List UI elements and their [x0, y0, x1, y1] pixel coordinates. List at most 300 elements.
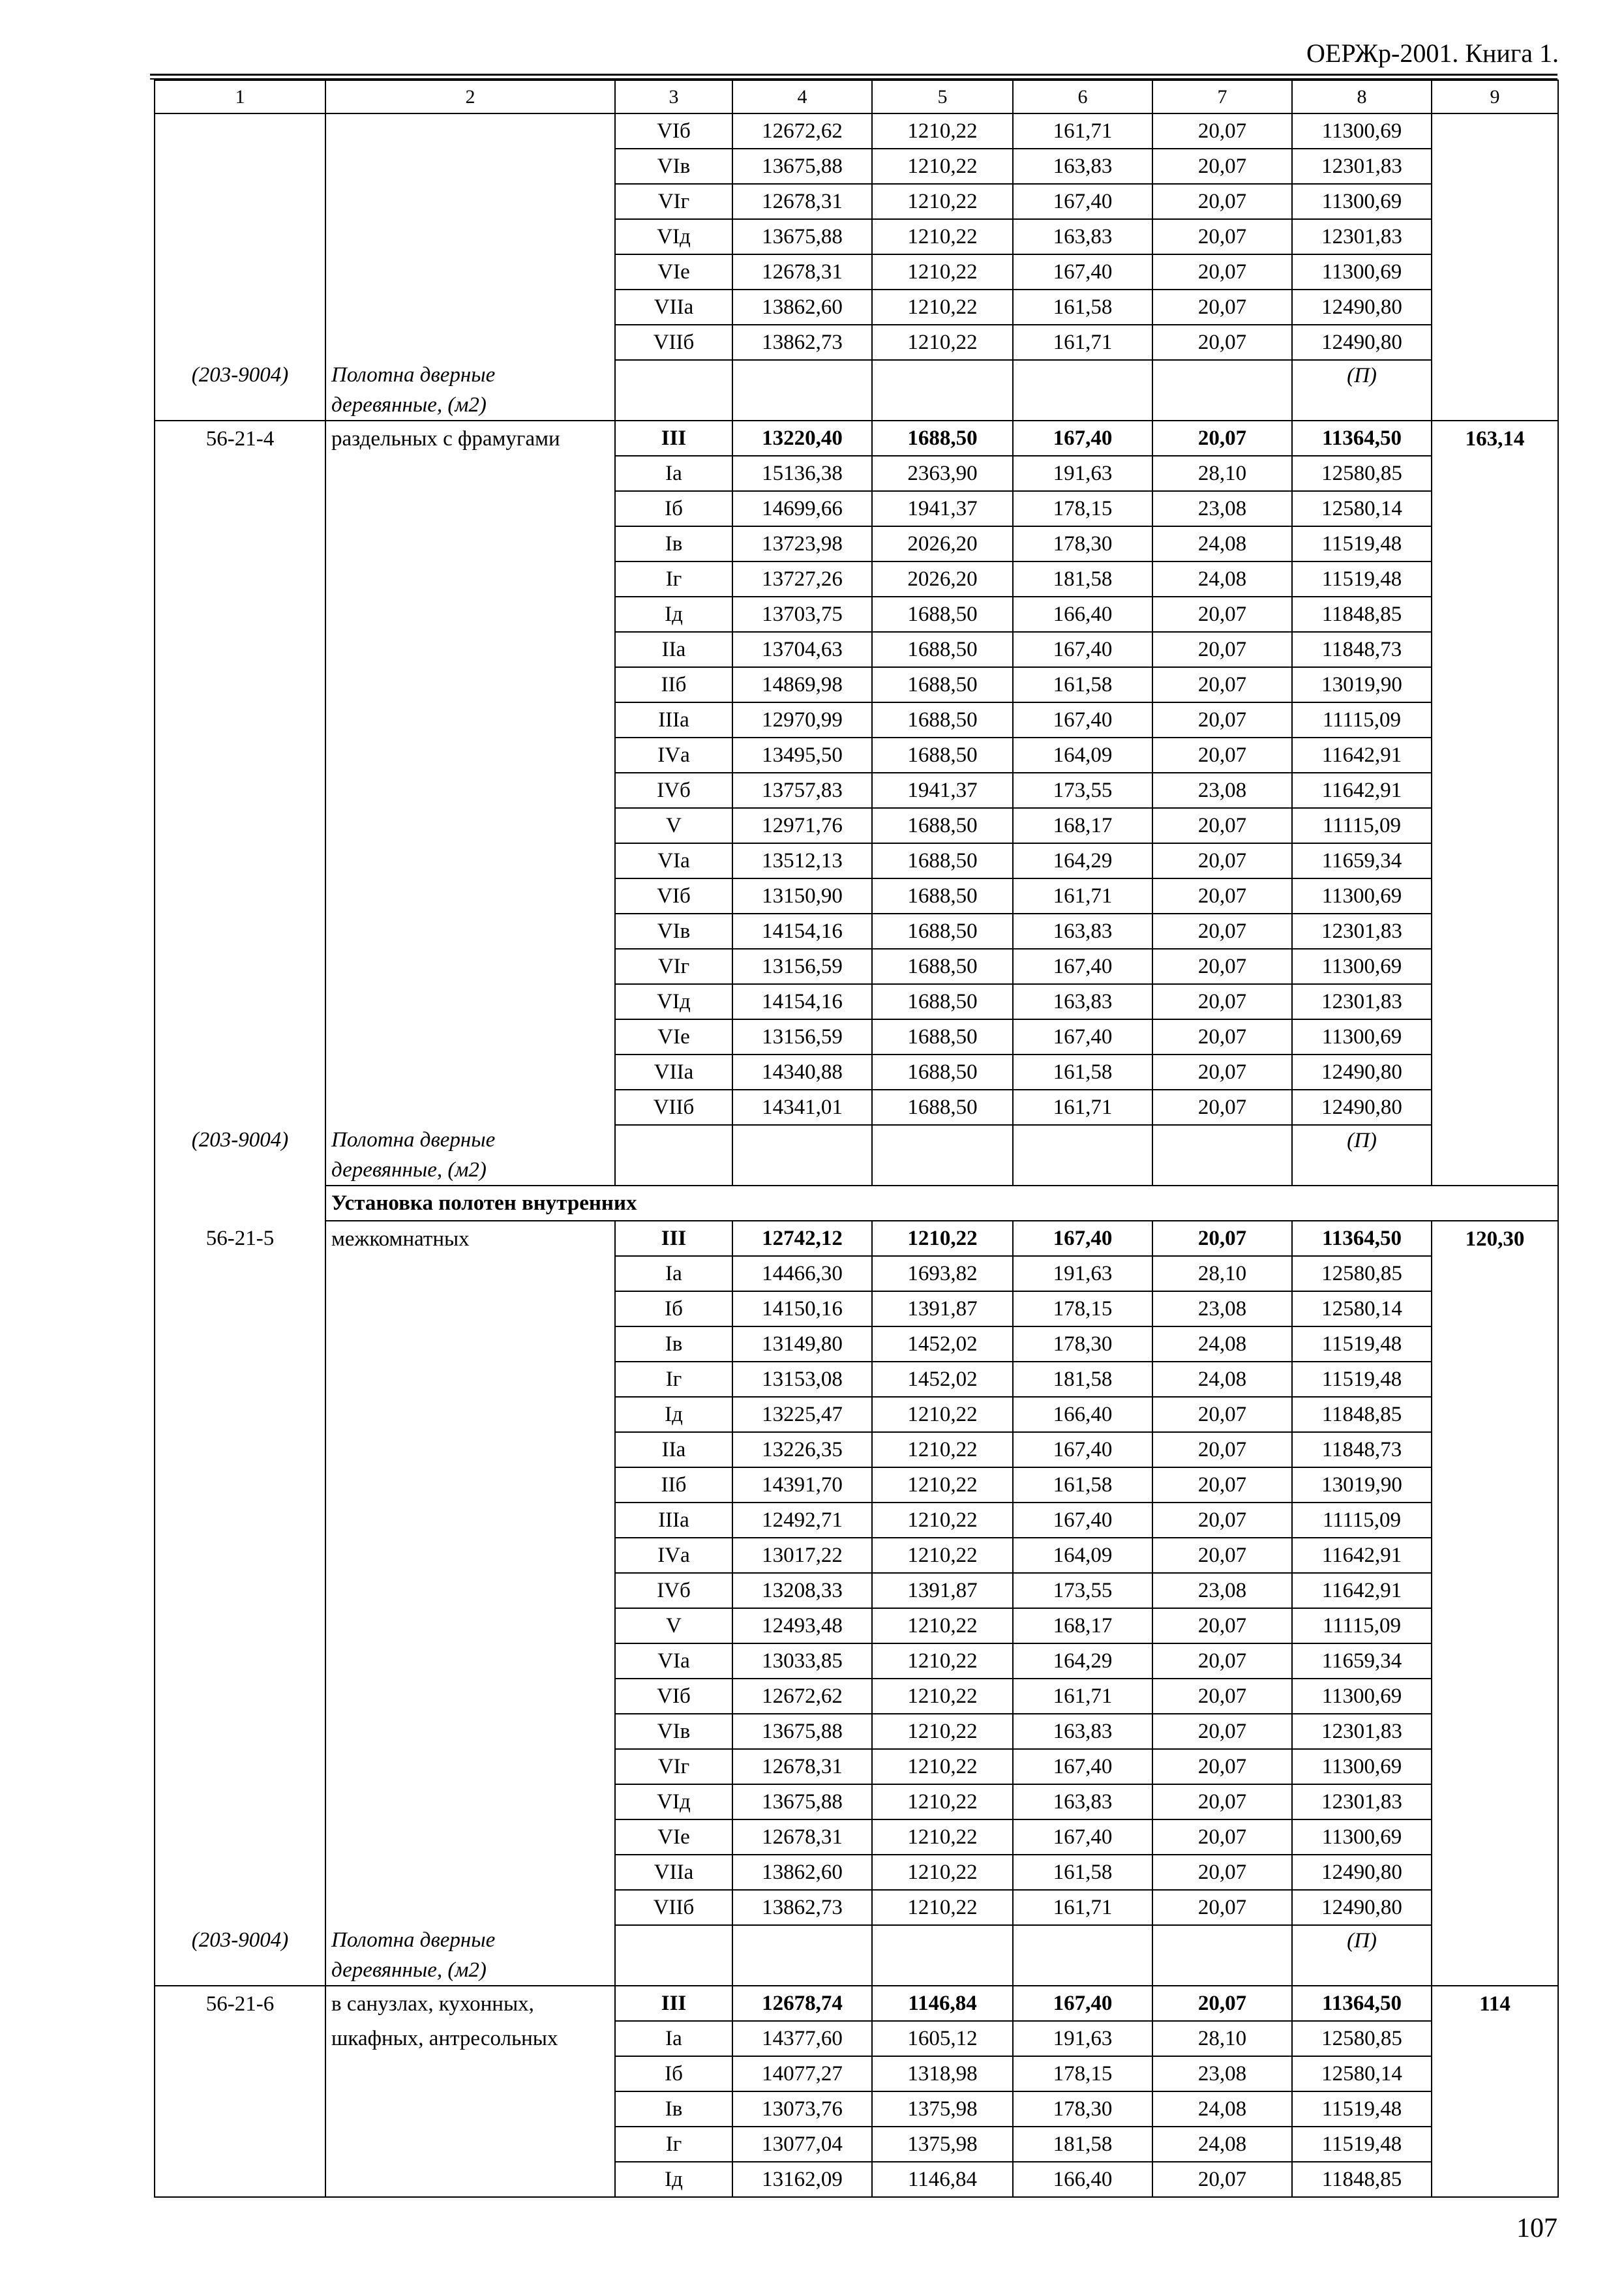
table-row: [155, 2127, 1558, 2162]
code-cell: [155, 456, 325, 491]
page-header: ОЕРЖр-2001. Книга 1.: [1306, 38, 1559, 68]
driver-wage-cell: 28,10: [1152, 456, 1292, 491]
driver-wage-cell: 23,08: [1152, 1291, 1292, 1326]
table-row: [155, 878, 1558, 914]
zone-cell: IIа: [615, 1432, 732, 1467]
driver-wage-cell: 20,07: [1152, 1019, 1292, 1055]
code-cell: [155, 219, 325, 254]
driver-wage-cell: 20,07: [1152, 254, 1292, 290]
zone-cell: VIв: [615, 1714, 732, 1749]
driver-wage-cell: 20,07: [1152, 843, 1292, 878]
code-cell: [155, 2127, 325, 2162]
labor-hours-cell: [1432, 632, 1558, 667]
material-cost-cell: 11300,69: [1292, 1749, 1432, 1784]
material-name-line: деревянные, (м2): [331, 393, 487, 417]
labor-cost-cell: 1688,50: [872, 914, 1013, 949]
labor-hours-cell: [1432, 808, 1558, 843]
driver-wage-cell: 23,08: [1152, 2056, 1292, 2091]
zone-cell: IIIа: [615, 702, 732, 738]
total-cost-cell: 12678,31: [732, 1819, 872, 1855]
material-cost-cell: 12580,14: [1292, 491, 1432, 526]
machine-cost-cell: 164,09: [1013, 738, 1152, 773]
table-row: [155, 1397, 1558, 1432]
labor-cost-cell: 1210,22: [872, 1467, 1013, 1503]
total-cost-cell: 12678,31: [732, 184, 872, 219]
material-cost-cell: 11642,91: [1292, 738, 1432, 773]
labor-hours-cell: [1432, 1090, 1558, 1125]
driver-wage-cell: 23,08: [1152, 1573, 1292, 1608]
labor-hours-cell: [1432, 113, 1558, 149]
table-row: [155, 914, 1558, 949]
name-cell: [325, 325, 615, 360]
name-cell: [325, 2162, 615, 2197]
value-cell: [1152, 1125, 1292, 1186]
material-cost-cell: 12580,14: [1292, 2056, 1432, 2091]
total-cell: [1432, 1925, 1558, 1986]
value-cell: [872, 1125, 1013, 1186]
labor-hours-cell: [1432, 2162, 1558, 2197]
labor-cost-cell: 1210,22: [872, 1890, 1013, 1925]
name-cell: [325, 1503, 615, 1538]
labor-hours-cell: [1432, 2056, 1558, 2091]
labor-hours-cell: [1432, 738, 1558, 773]
code-cell: [155, 113, 325, 149]
zone-cell: VIб: [615, 113, 732, 149]
machine-cost-cell: 173,55: [1013, 773, 1152, 808]
labor-hours-cell: [1432, 1573, 1558, 1608]
material-cost-cell: 11364,50: [1292, 421, 1432, 456]
zone-cell: Iд: [615, 2162, 732, 2197]
name-cell: [325, 1326, 615, 1362]
driver-wage-cell: 20,07: [1152, 914, 1292, 949]
material-cost-cell: 12301,83: [1292, 149, 1432, 184]
material-name: [325, 1925, 615, 1986]
table-body: [155, 80, 1558, 2197]
labor-hours-cell: [1432, 149, 1558, 184]
table-row: [155, 1679, 1558, 1714]
total-cost-cell: 13704,63: [732, 632, 872, 667]
material-cost-cell: 11519,48: [1292, 1362, 1432, 1397]
table-row: [155, 1055, 1558, 1090]
machine-cost-cell: 178,15: [1013, 2056, 1152, 2091]
material-class: (П): [1292, 1925, 1432, 1986]
material-cost-cell: 11519,48: [1292, 1326, 1432, 1362]
total-cost-cell: 13156,59: [732, 949, 872, 984]
machine-cost-cell: 167,40: [1013, 1749, 1152, 1784]
material-cost-cell: 11848,85: [1292, 597, 1432, 632]
material-cost-cell: 11300,69: [1292, 184, 1432, 219]
material-code: (203-9004): [155, 1925, 325, 1986]
total-cost-cell: 13675,88: [732, 1714, 872, 1749]
total-cell: [1432, 360, 1558, 421]
total-cost-cell: 13862,73: [732, 325, 872, 360]
table-row: [155, 738, 1558, 773]
labor-hours-cell: [1432, 1503, 1558, 1538]
labor-cost-cell: 1605,12: [872, 2021, 1013, 2056]
table-row: [155, 1432, 1558, 1467]
code-cell: [155, 1749, 325, 1784]
zone-cell: III: [615, 421, 732, 456]
machine-cost-cell: 167,40: [1013, 254, 1152, 290]
labor-hours-cell: 114: [1432, 1986, 1558, 2021]
code-cell: [155, 290, 325, 325]
name-cell: межкомнатных: [325, 1221, 615, 1256]
machine-cost-cell: 173,55: [1013, 1573, 1152, 1608]
machine-cost-cell: 181,58: [1013, 561, 1152, 597]
zone-cell: IVа: [615, 738, 732, 773]
driver-wage-cell: 20,07: [1152, 808, 1292, 843]
labor-cost-cell: 1210,22: [872, 1855, 1013, 1890]
machine-cost-cell: 161,58: [1013, 1055, 1152, 1090]
machine-cost-cell: 161,58: [1013, 1855, 1152, 1890]
code-cell: [155, 1467, 325, 1503]
material-cost-cell: 12301,83: [1292, 1784, 1432, 1819]
total-cost-cell: 12742,12: [732, 1221, 872, 1256]
table-row: [155, 1019, 1558, 1055]
labor-cost-cell: 1688,50: [872, 738, 1013, 773]
machine-cost-cell: 163,83: [1013, 1784, 1152, 1819]
table-row: [155, 1291, 1558, 1326]
machine-cost-cell: 163,83: [1013, 984, 1152, 1019]
code-cell: [155, 773, 325, 808]
labor-hours-cell: [1432, 254, 1558, 290]
labor-cost-cell: 1210,22: [872, 1432, 1013, 1467]
table-row: [155, 773, 1558, 808]
name-cell: [325, 1256, 615, 1291]
zone-cell: Iг: [615, 561, 732, 597]
material-code: (203-9004): [155, 1125, 325, 1186]
material-cost-cell: 12580,14: [1292, 1291, 1432, 1326]
code-cell: [155, 843, 325, 878]
total-cost-cell: 12672,62: [732, 1679, 872, 1714]
labor-cost-cell: 1688,50: [872, 421, 1013, 456]
material-cost-cell: 11300,69: [1292, 878, 1432, 914]
table-row: [155, 491, 1558, 526]
code-cell: [155, 1819, 325, 1855]
zone-cell: IIа: [615, 632, 732, 667]
driver-wage-cell: 20,07: [1152, 113, 1292, 149]
name-cell: [325, 1432, 615, 1467]
material-cost-cell: 11519,48: [1292, 526, 1432, 561]
labor-cost-cell: 1210,22: [872, 1538, 1013, 1573]
code-cell: [155, 1362, 325, 1397]
table-row: [155, 325, 1558, 360]
table-row: [155, 1819, 1558, 1855]
labor-hours-cell: [1432, 1256, 1558, 1291]
zone-cell: VIб: [615, 878, 732, 914]
material-cost-cell: 12301,83: [1292, 1714, 1432, 1749]
total-cost-cell: 13757,83: [732, 773, 872, 808]
rates-table: [154, 80, 1559, 2198]
value-cell: [732, 1125, 872, 1186]
column-number: 3: [615, 80, 732, 113]
zone-cell: IVа: [615, 1538, 732, 1573]
driver-wage-cell: 24,08: [1152, 561, 1292, 597]
material-cost-cell: 12490,80: [1292, 1090, 1432, 1125]
machine-cost-cell: 161,71: [1013, 1890, 1152, 1925]
code-cell: [155, 254, 325, 290]
labor-hours-cell: [1432, 2127, 1558, 2162]
labor-hours-cell: [1432, 184, 1558, 219]
total-cost-cell: 14341,01: [732, 1090, 872, 1125]
driver-wage-cell: 20,07: [1152, 738, 1292, 773]
name-cell: [325, 491, 615, 526]
material-cost-cell: 11519,48: [1292, 561, 1432, 597]
table-row: [155, 1749, 1558, 1784]
name-cell: [325, 1362, 615, 1397]
code-cell: [155, 1055, 325, 1090]
material-name-line: Полотна дверные: [331, 1928, 496, 1952]
name-cell: [325, 290, 615, 325]
material-cost-cell: 11642,91: [1292, 773, 1432, 808]
driver-wage-cell: 20,07: [1152, 597, 1292, 632]
material-cost-cell: 11519,48: [1292, 2091, 1432, 2127]
material-cost-cell: 11848,73: [1292, 1432, 1432, 1467]
driver-wage-cell: 24,08: [1152, 526, 1292, 561]
labor-cost-cell: 1210,22: [872, 1643, 1013, 1679]
driver-wage-cell: 20,07: [1152, 1679, 1292, 1714]
zone-cell: Iа: [615, 1256, 732, 1291]
material-class: (П): [1292, 1125, 1432, 1186]
total-cost-cell: 14377,60: [732, 2021, 872, 2056]
driver-wage-cell: 20,07: [1152, 878, 1292, 914]
material-cost-cell: 12490,80: [1292, 325, 1432, 360]
labor-cost-cell: 1391,87: [872, 1291, 1013, 1326]
zone-cell: VIIб: [615, 1890, 732, 1925]
machine-cost-cell: 167,40: [1013, 184, 1152, 219]
machine-cost-cell: 161,71: [1013, 113, 1152, 149]
labor-hours-cell: [1432, 456, 1558, 491]
name-cell: шкафных, антресольных: [325, 2021, 615, 2056]
table-row: [155, 702, 1558, 738]
table-row: [155, 1855, 1558, 1890]
name-cell: [325, 2091, 615, 2127]
labor-cost-cell: 1210,22: [872, 1784, 1013, 1819]
machine-cost-cell: 161,71: [1013, 1679, 1152, 1714]
code-cell: [155, 526, 325, 561]
labor-cost-cell: 1146,84: [872, 1986, 1013, 2021]
table-row: [155, 1538, 1558, 1573]
labor-cost-cell: 1693,82: [872, 1256, 1013, 1291]
total-cost-cell: 12492,71: [732, 1503, 872, 1538]
table-row: [155, 2021, 1558, 2056]
driver-wage-cell: 28,10: [1152, 2021, 1292, 2056]
zone-cell: VIг: [615, 1749, 732, 1784]
material-cost-cell: 12580,85: [1292, 2021, 1432, 2056]
code-cell: [155, 1679, 325, 1714]
zone-cell: V: [615, 1608, 732, 1643]
labor-hours-cell: [1432, 1784, 1558, 1819]
machine-cost-cell: 164,29: [1013, 1643, 1152, 1679]
table-row: [155, 1714, 1558, 1749]
name-cell: [325, 702, 615, 738]
code-cell: [155, 2091, 325, 2127]
zone-cell: VIа: [615, 843, 732, 878]
zone-cell: III: [615, 1221, 732, 1256]
labor-cost-cell: 1210,22: [872, 149, 1013, 184]
driver-wage-cell: 20,07: [1152, 290, 1292, 325]
code-cell: [155, 949, 325, 984]
driver-wage-cell: 20,07: [1152, 632, 1292, 667]
material-cost-cell: 12301,83: [1292, 914, 1432, 949]
code-cell: [155, 1890, 325, 1925]
material-cost-cell: 12490,80: [1292, 290, 1432, 325]
table-row: [155, 1784, 1558, 1819]
column-number: 9: [1432, 80, 1558, 113]
name-cell: [325, 1467, 615, 1503]
driver-wage-cell: 20,07: [1152, 1749, 1292, 1784]
name-cell: [325, 1608, 615, 1643]
table-row: [155, 667, 1558, 702]
total-cost-cell: 12493,48: [732, 1608, 872, 1643]
machine-cost-cell: 178,30: [1013, 526, 1152, 561]
total-cost-cell: 12678,31: [732, 254, 872, 290]
zone-cell: IVб: [615, 773, 732, 808]
zone-cell: Iа: [615, 456, 732, 491]
labor-cost-cell: 1210,22: [872, 325, 1013, 360]
driver-wage-cell: 20,07: [1152, 1986, 1292, 2021]
labor-hours-cell: [1432, 1055, 1558, 1090]
total-cost-cell: 13512,13: [732, 843, 872, 878]
driver-wage-cell: 24,08: [1152, 2127, 1292, 2162]
name-cell: [325, 597, 615, 632]
material-cost-cell: 11642,91: [1292, 1573, 1432, 1608]
zone-cell: VIIб: [615, 1090, 732, 1125]
material-cost-cell: 11300,69: [1292, 1019, 1432, 1055]
material-cost-cell: 11364,50: [1292, 1986, 1432, 2021]
machine-cost-cell: 167,40: [1013, 702, 1152, 738]
name-cell: [325, 1019, 615, 1055]
zone-cell: VIIа: [615, 1055, 732, 1090]
driver-wage-cell: 23,08: [1152, 773, 1292, 808]
labor-cost-cell: 1318,98: [872, 2056, 1013, 2091]
total-cost-cell: 14340,88: [732, 1055, 872, 1090]
column-number-row: [155, 80, 1558, 113]
total-cost-cell: 14466,30: [732, 1256, 872, 1291]
total-cost-cell: 14077,27: [732, 2056, 872, 2091]
code-cell: [155, 1643, 325, 1679]
column-number: 8: [1292, 80, 1432, 113]
zone-cell: VIд: [615, 219, 732, 254]
total-cost-cell: 12678,74: [732, 1986, 872, 2021]
code-cell: [155, 702, 325, 738]
zone-cell: IIб: [615, 1467, 732, 1503]
labor-hours-cell: [1432, 1362, 1558, 1397]
labor-cost-cell: 1688,50: [872, 808, 1013, 843]
material-class: (П): [1292, 360, 1432, 421]
table-row: [155, 2162, 1558, 2197]
code-cell: 56-21-6: [155, 1986, 325, 2021]
driver-wage-cell: 28,10: [1152, 1256, 1292, 1291]
name-cell: [325, 667, 615, 702]
code-cell: [155, 738, 325, 773]
name-cell: [325, 2056, 615, 2091]
material-cost-cell: 11848,73: [1292, 632, 1432, 667]
value-cell: [615, 360, 732, 421]
labor-hours-cell: [1432, 325, 1558, 360]
labor-hours-cell: [1432, 290, 1558, 325]
total-cost-cell: 13149,80: [732, 1326, 872, 1362]
total-cell: [1432, 1125, 1558, 1186]
column-number: 6: [1013, 80, 1152, 113]
total-cost-cell: 13675,88: [732, 219, 872, 254]
code-cell: [155, 1397, 325, 1432]
value-cell: [732, 360, 872, 421]
driver-wage-cell: 20,07: [1152, 702, 1292, 738]
name-cell: [325, 1714, 615, 1749]
labor-hours-cell: [1432, 1538, 1558, 1573]
driver-wage-cell: 20,07: [1152, 1397, 1292, 1432]
labor-hours-cell: [1432, 526, 1558, 561]
name-cell: [325, 1538, 615, 1573]
labor-cost-cell: 1210,22: [872, 1819, 1013, 1855]
machine-cost-cell: 161,58: [1013, 290, 1152, 325]
material-cost-cell: 11300,69: [1292, 1679, 1432, 1714]
zone-cell: Iб: [615, 2056, 732, 2091]
zone-cell: IIIа: [615, 1503, 732, 1538]
labor-cost-cell: 1391,87: [872, 1573, 1013, 1608]
code-cell: [155, 1538, 325, 1573]
table-row: [155, 808, 1558, 843]
name-cell: раздельных с фрамугами: [325, 421, 615, 456]
labor-hours-cell: [1432, 1714, 1558, 1749]
code-cell: [155, 1855, 325, 1890]
total-cost-cell: 13017,22: [732, 1538, 872, 1573]
labor-cost-cell: 1210,22: [872, 1679, 1013, 1714]
driver-wage-cell: 20,07: [1152, 325, 1292, 360]
table-row: [155, 984, 1558, 1019]
zone-cell: Iд: [615, 597, 732, 632]
labor-cost-cell: 1210,22: [872, 184, 1013, 219]
material-cost-cell: 12580,85: [1292, 1256, 1432, 1291]
code-cell: [155, 878, 325, 914]
machine-cost-cell: 163,83: [1013, 1714, 1152, 1749]
driver-wage-cell: 20,07: [1152, 149, 1292, 184]
material-cost-cell: 12301,83: [1292, 984, 1432, 1019]
zone-cell: Iг: [615, 1362, 732, 1397]
zone-cell: Iг: [615, 2127, 732, 2162]
labor-cost-cell: 1210,22: [872, 290, 1013, 325]
table-row: [155, 1326, 1558, 1362]
zone-cell: VIг: [615, 949, 732, 984]
labor-cost-cell: 1688,50: [872, 702, 1013, 738]
labor-cost-cell: 1210,22: [872, 113, 1013, 149]
total-cost-cell: 13495,50: [732, 738, 872, 773]
value-cell: [615, 1925, 732, 1986]
material-cost-cell: 12490,80: [1292, 1855, 1432, 1890]
code-cell: [155, 1503, 325, 1538]
driver-wage-cell: 20,07: [1152, 219, 1292, 254]
material-name-line: Полотна дверные: [331, 363, 496, 387]
driver-wage-cell: 24,08: [1152, 1326, 1292, 1362]
labor-cost-cell: 1688,50: [872, 949, 1013, 984]
labor-cost-cell: 1688,50: [872, 984, 1013, 1019]
driver-wage-cell: 20,07: [1152, 2162, 1292, 2197]
driver-wage-cell: 20,07: [1152, 1538, 1292, 1573]
labor-hours-cell: [1432, 1749, 1558, 1784]
name-cell: [325, 1819, 615, 1855]
material-cost-cell: 11300,69: [1292, 949, 1432, 984]
table-row: [155, 843, 1558, 878]
machine-cost-cell: 167,40: [1013, 949, 1152, 984]
labor-hours-cell: [1432, 878, 1558, 914]
machine-cost-cell: 163,83: [1013, 219, 1152, 254]
value-cell: [872, 360, 1013, 421]
material-row: [155, 360, 1558, 421]
machine-cost-cell: 191,63: [1013, 456, 1152, 491]
code-cell: 56-21-4: [155, 421, 325, 456]
name-cell: [325, 113, 615, 149]
